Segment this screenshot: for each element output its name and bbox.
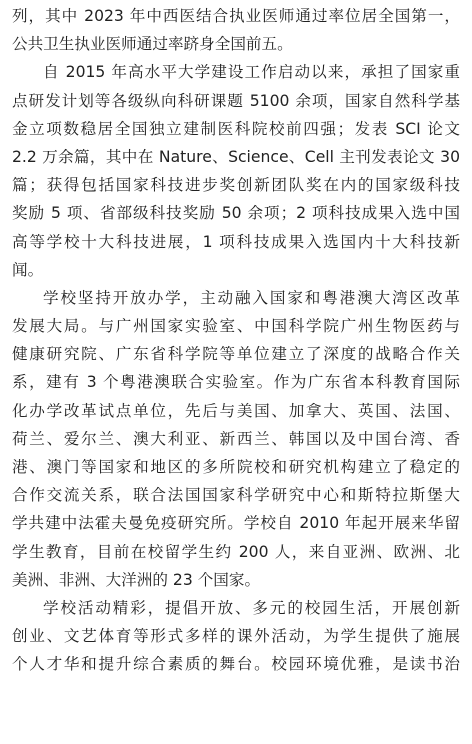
- text-line: 奖励 5 项、省部级科技奖励 50 余项；2 项科技成果入选中国: [12, 204, 460, 223]
- paragraph-4: [12, 594, 460, 679]
- text-line: 公共卫生执业医师通过率跻身全国前五。: [12, 35, 293, 54]
- text-line: 个人才华和提升综合素质的舞台。校园环境优雅，是读书治: [12, 655, 460, 674]
- text-line: 学共建中法霍夫曼免疫研究所。学校自 2010 年起开展来华留: [12, 514, 460, 533]
- text-line: 化办学改革试点单位，先后与美国、加拿大、英国、法国、: [12, 401, 460, 420]
- text-line: 点研发计划等各级纵向科研课题 5100 余项，国家自然科学基: [12, 91, 460, 110]
- text-line: 学生教育，目前在校留学生约 200 人，来自亚洲、欧洲、北: [12, 542, 460, 561]
- text-line: 荷兰、爱尔兰、澳大利亚、新西兰、韩国以及中国台湾、香: [12, 429, 460, 448]
- text-line: 高等学校十大科技进展，1 项科技成果入选国内十大科技新: [12, 232, 460, 251]
- text-line: 2.2 万余篇，其中在 Nature、Science、Cell 主刊发表论文 30: [12, 147, 460, 166]
- text-line: 学校活动精彩，提倡开放、多元的校园生活，开展创新: [43, 598, 460, 617]
- text-line: 闻。: [12, 260, 44, 279]
- text-line: 金立项数稳居全国独立建制医科院校前四强；发表 SCI 论文: [12, 119, 460, 138]
- text-line: 健康研究院、广东省科学院等单位建立了深度的战略合作关: [12, 345, 460, 364]
- text-line: 创业、文艺体育等形式多样的课外活动，为学生提供了施展: [12, 627, 460, 646]
- text-line: 学校坚持开放办学，主动融入国家和粤港澳大湾区改革: [43, 288, 460, 307]
- text-line: 港、澳门等国家和地区的多所院校和研究机构建立了稳定的: [12, 458, 460, 476]
- text-line: 列，其中 2023 年中西医结合执业医师通过率位居全国第一，: [12, 7, 460, 25]
- paragraph-3: [12, 284, 460, 594]
- text-line: 合作交流关系，联合法国国家科学研究中心和斯特拉斯堡大: [12, 486, 460, 505]
- text-line: 篇；获得包括国家科技进步奖创新团队奖在内的国家级科技: [12, 176, 460, 195]
- text-line: 发展大局。与广州国家实验室、中国科学院广州生物医药与: [12, 317, 460, 336]
- paragraph-1: [12, 2, 460, 58]
- text-line: 自 2015 年高水平大学建设工作启动以来，承担了国家重: [43, 63, 460, 82]
- text-line: 系，建有 3 个粤港澳联合实验室。作为广东省本科教育国际: [12, 373, 460, 392]
- text-line: 美洲、非洲、大洋洲的 23 个国家。: [12, 570, 261, 589]
- paragraph-2: [12, 58, 460, 284]
